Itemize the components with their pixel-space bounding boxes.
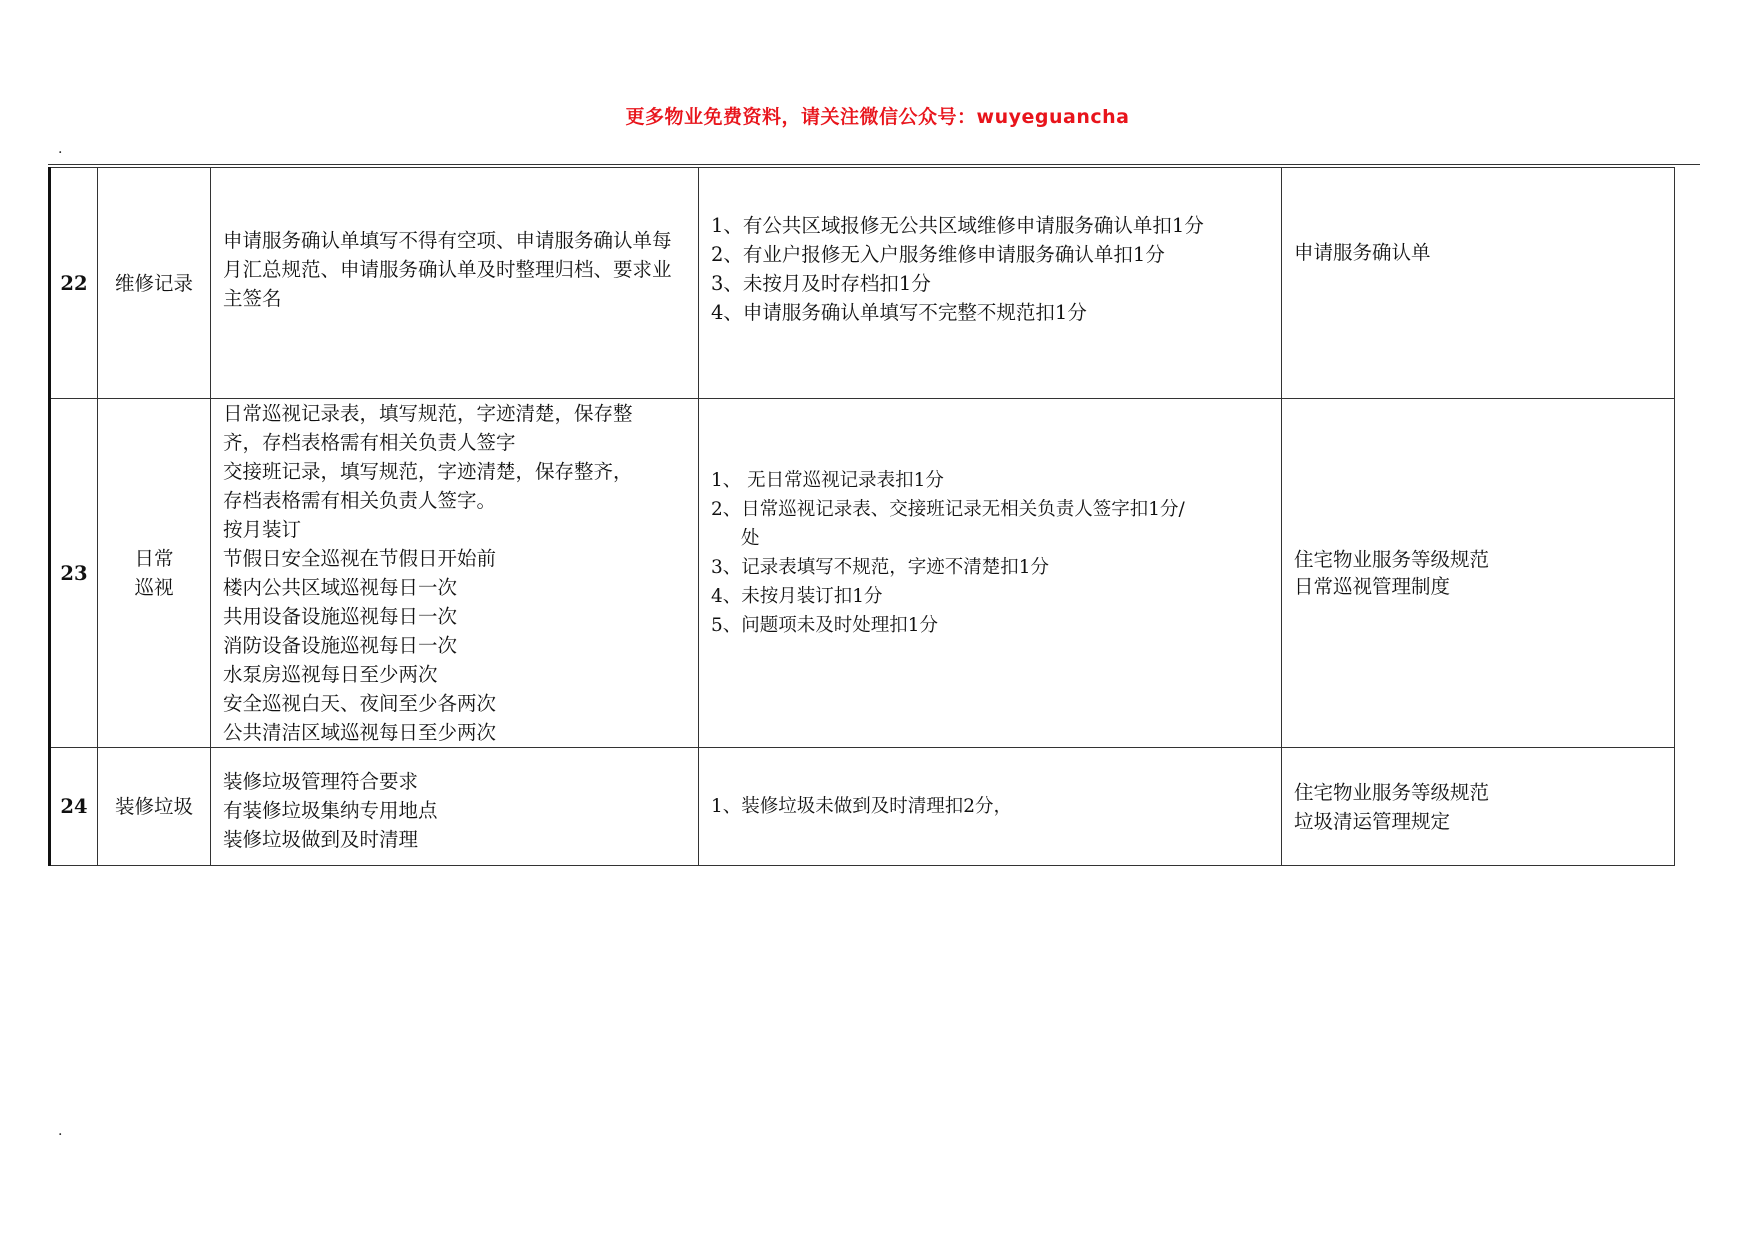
page-mark-top: . xyxy=(58,141,63,157)
standard-line: 水泵房巡视每日至少两次 xyxy=(223,663,438,686)
item-name-line: 日常 xyxy=(134,547,174,570)
standard-line: 交接班记录，填写规范，字迹清楚，保存整齐， xyxy=(223,460,633,483)
assessment-table xyxy=(48,167,1675,866)
standard-line: 日常巡视记录表，填写规范，字迹清楚，保存整 xyxy=(223,402,633,425)
standard-line: 节假日安全巡视在节假日开始前 xyxy=(223,547,497,570)
deduction-item: 2、有业户报修无入户服务维修申请服务确认单扣1分 xyxy=(711,243,1165,266)
item-name-cell xyxy=(98,399,211,748)
deduction-item: 3、记录表填写不规范，字迹不清楚扣1分 xyxy=(711,557,1050,578)
deduction-item: 4、申请服务确认单填写不完整不规范扣1分 xyxy=(711,301,1087,324)
row-number: 24 xyxy=(50,748,98,866)
deduction-cell xyxy=(699,168,1282,399)
table-row xyxy=(50,168,1675,399)
deduction-item: 5、问题项未及时处理扣1分 xyxy=(711,615,939,636)
item-name-line: 巡视 xyxy=(134,576,174,599)
basis-item: 申请服务确认单 xyxy=(1294,240,1431,264)
standard-line: 公共清洁区域巡视每日至少两次 xyxy=(223,721,497,744)
standard-line: 安全巡视白天、夜间至少各两次 xyxy=(223,692,497,715)
deduction-item: 1、 无日常巡视记录表扣1分 xyxy=(711,470,944,491)
item-name: 装修垃圾 xyxy=(98,748,211,866)
basis-item: 住宅物业服务等级规范 xyxy=(1294,548,1490,571)
deduction-item: 1、装修垃圾未做到及时清理扣2分， xyxy=(711,796,1013,817)
header-rule xyxy=(48,164,1700,165)
standard-line: 装修垃圾管理符合要求 xyxy=(223,770,419,793)
basis-item: 垃圾清运管理规定 xyxy=(1294,809,1451,833)
row-number: 23 xyxy=(50,399,98,748)
header-banner: 更多物业免费资料，请关注微信公众号：wuyeguancha xyxy=(625,106,1130,128)
deduction-item: 2、日常巡视记录表、交接班记录无相关负责人签字扣1分/ xyxy=(711,499,1185,520)
deduction-item: 3、未按月及时存档扣1分 xyxy=(711,272,931,295)
deduction-cell xyxy=(699,748,1282,866)
standard-cell xyxy=(211,399,699,748)
deduction-item: 处 xyxy=(741,528,760,549)
standard-line: 有装修垃圾集纳专用地点 xyxy=(223,799,438,822)
row-number: 22 xyxy=(50,168,98,399)
basis-item: 住宅物业服务等级规范 xyxy=(1294,780,1490,804)
standard-line: 按月装订 xyxy=(223,518,302,541)
item-name: 维修记录 xyxy=(98,168,211,399)
standard-text: 申请服务确认单填写不得有空项、申请服务确认单每月汇总规范、申请服务确认单及时整理归档、要求业主签名 xyxy=(223,228,672,310)
table-row xyxy=(50,399,1675,748)
page-mark-bottom: . xyxy=(58,1123,63,1139)
standard-line: 共用设备设施巡视每日一次 xyxy=(223,605,458,628)
standard-line: 存档表格需有相关负责人签字。 xyxy=(223,489,497,512)
basis-cell xyxy=(1282,399,1675,748)
table-row xyxy=(50,748,1675,866)
standard-line: 齐，存档表格需有相关负责人签字 xyxy=(223,431,516,454)
deduction-item: 4、未按月装订扣1分 xyxy=(711,586,883,607)
standard-line: 装修垃圾做到及时清理 xyxy=(223,828,419,851)
basis-cell xyxy=(1282,168,1675,399)
standard-line: 楼内公共区域巡视每日一次 xyxy=(223,576,458,599)
basis-cell xyxy=(1282,748,1675,866)
standard-cell xyxy=(211,168,699,399)
basis-item: 日常巡视管理制度 xyxy=(1294,575,1451,598)
deduction-cell xyxy=(699,399,1282,748)
standard-line: 消防设备设施巡视每日一次 xyxy=(223,634,458,657)
deduction-item: 1、有公共区域报修无公共区域维修申请服务确认单扣1分 xyxy=(711,214,1204,237)
standard-cell xyxy=(211,748,699,866)
